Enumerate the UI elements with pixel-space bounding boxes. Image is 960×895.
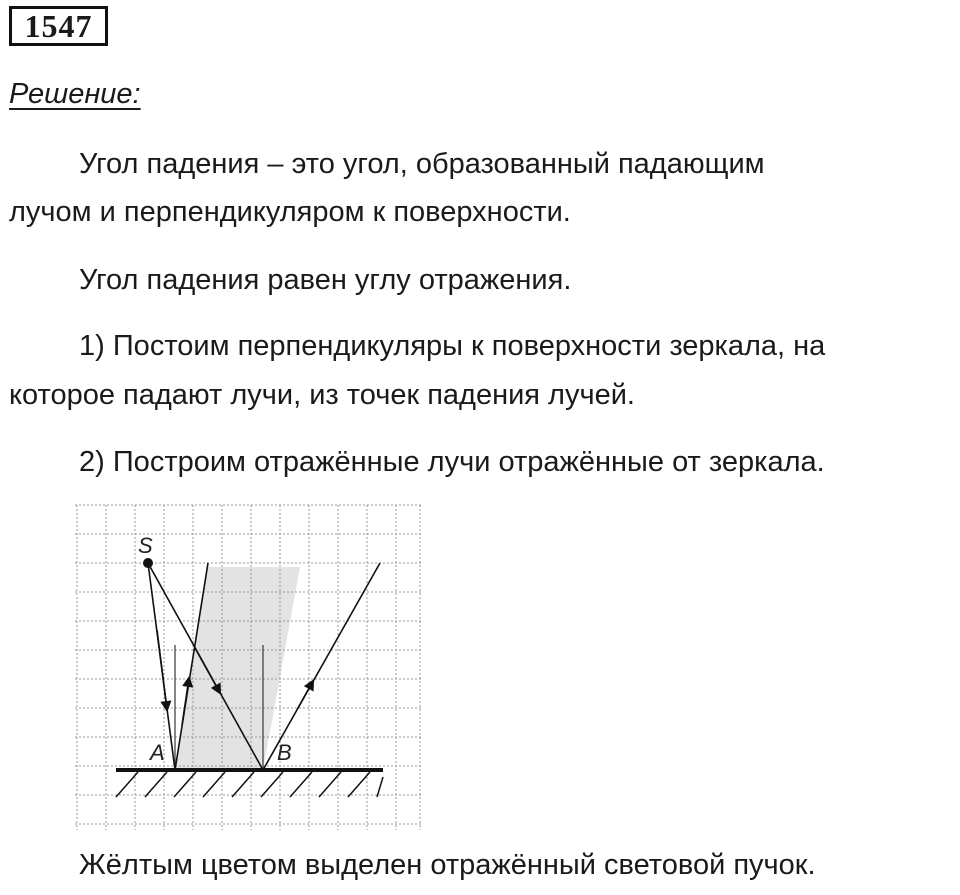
problem-number: 1547 xyxy=(9,6,108,46)
label-a: A xyxy=(150,740,165,765)
solution-heading: Решение: xyxy=(9,78,141,110)
label-b: B xyxy=(277,740,292,765)
paragraph-step2: 2) Построим отражённые лучи отражённые от зеркала. xyxy=(79,446,825,478)
paragraph-definition-line1: Угол падения – это угол, образованный падающим xyxy=(79,148,765,180)
paragraph-definition-line2: лучом и перпендикуляром к поверхности. xyxy=(9,196,571,228)
reflected-arrow-b xyxy=(298,681,313,708)
incident-arrow-a xyxy=(157,630,167,710)
label-s: S xyxy=(138,533,153,558)
paragraph-step1-line1: 1) Постоим перпендикуляры к поверхности зеркала, на xyxy=(79,330,826,362)
mirror-hatching xyxy=(116,772,383,797)
caption: Жёлтым цветом выделен отражённый световой пучок. xyxy=(79,849,816,881)
mirror-reflection-diagram xyxy=(70,495,430,840)
paragraph-step1-line2: которое падают лучи, из точек падения лучей. xyxy=(9,379,635,411)
light-source-point xyxy=(143,558,153,568)
paragraph-law: Угол падения равен углу отражения. xyxy=(79,264,572,296)
